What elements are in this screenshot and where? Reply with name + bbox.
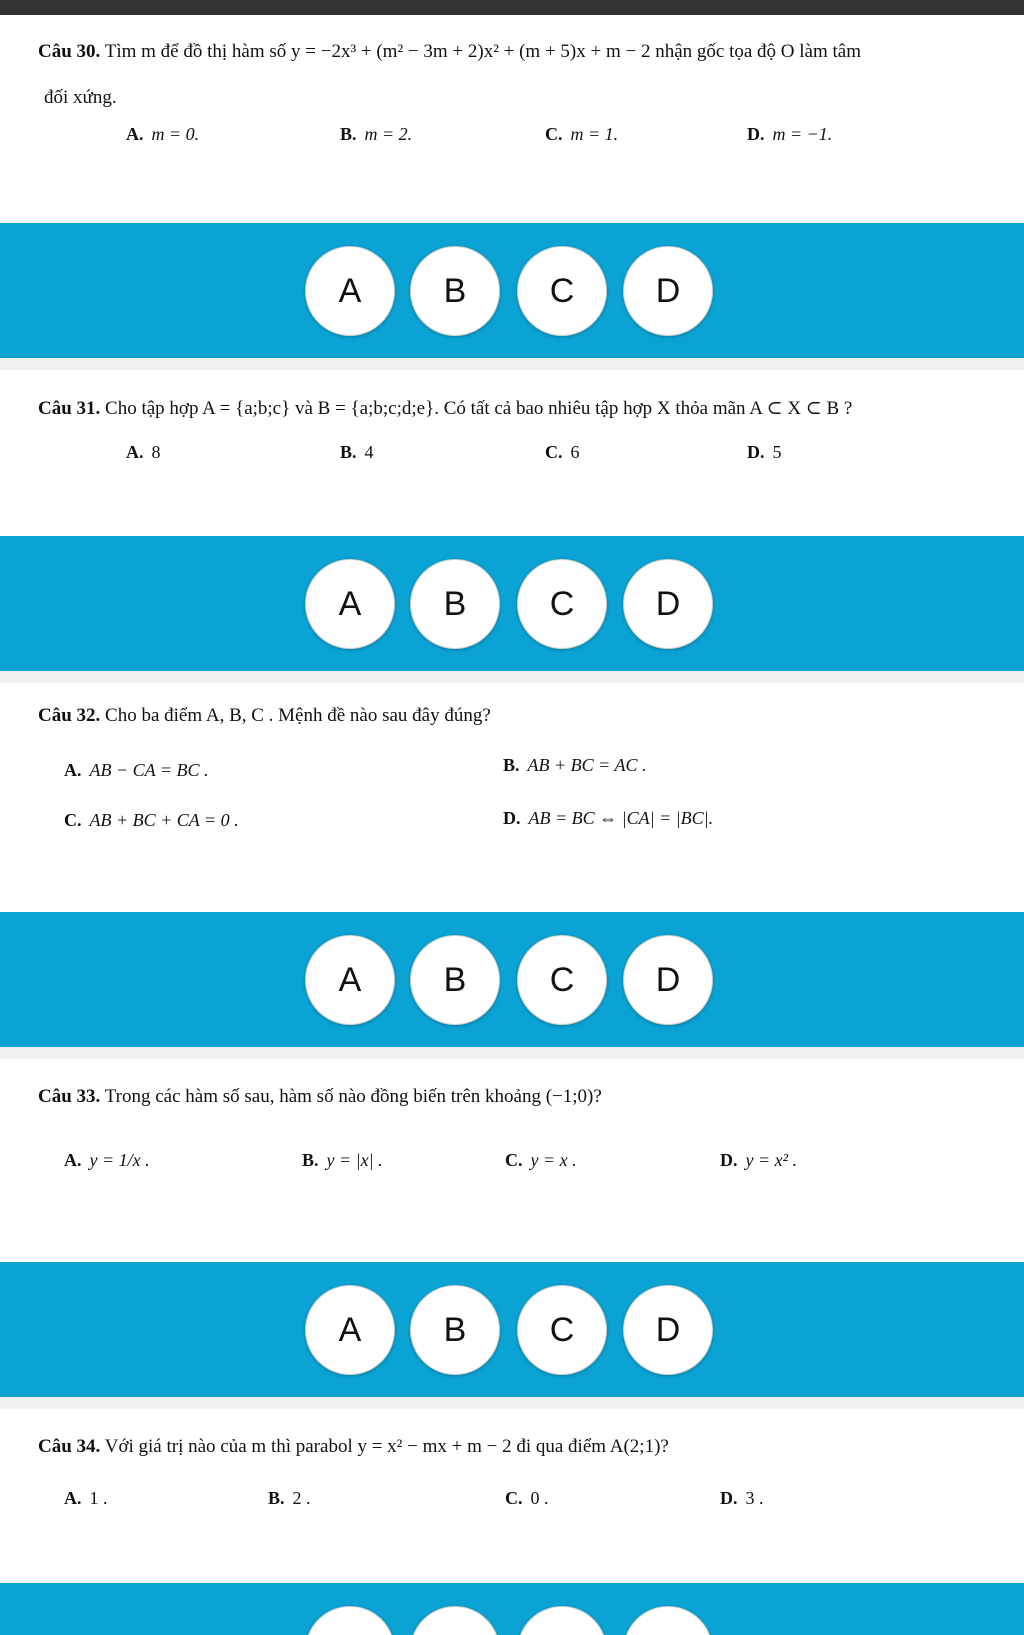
option-d: D. 3 . (720, 1488, 764, 1508)
answer-bar-32 (0, 912, 1024, 1047)
separator (0, 671, 1024, 683)
option-a: A. AB − CA = BC . (64, 760, 209, 780)
answer-bar-34 (0, 1583, 1024, 1635)
answer-bar-33 (0, 1262, 1024, 1397)
option-c: C. 6 (545, 442, 580, 462)
answer-c-button[interactable]: C (517, 1285, 607, 1375)
option-b: B. 2 . (268, 1488, 311, 1508)
option-a: A. m = 0. (126, 124, 200, 144)
answer-c-button[interactable]: C (517, 246, 607, 336)
answer-b-button[interactable]: B (410, 559, 500, 649)
option-b: B. AB + BC = AC . (503, 755, 647, 775)
answer-a-button[interactable]: A (305, 935, 395, 1025)
answer-c-button[interactable]: C (517, 935, 607, 1025)
separator (0, 358, 1024, 370)
answer-b-button[interactable]: B (410, 935, 500, 1025)
answer-b-button[interactable] (410, 1606, 500, 1635)
answer-a-button[interactable]: A (305, 559, 395, 649)
separator (0, 1047, 1024, 1059)
option-d: D. m = −1. (747, 124, 833, 144)
answer-c-button[interactable] (517, 1606, 607, 1635)
question-stem: Câu 33. Trong các hàm số sau, hàm số nào đồng biến trên khoảng (−1;0)? (38, 1086, 602, 1107)
answer-d-button[interactable]: D (623, 1285, 713, 1375)
separator (0, 1397, 1024, 1409)
option-c: C. 0 . (505, 1488, 549, 1508)
option-a: A. 1 . (64, 1488, 108, 1508)
option-d: D. y = x² . (720, 1150, 798, 1170)
answer-bar-30 (0, 223, 1024, 358)
option-c: C. y = x . (505, 1150, 577, 1170)
answer-a-button[interactable] (305, 1606, 395, 1635)
answer-d-button[interactable] (623, 1606, 713, 1635)
option-a: A. 8 (126, 442, 161, 462)
question-stem: Câu 32. Cho ba điểm A, B, C . Mệnh đề nào sau đây đúng? (38, 705, 491, 726)
option-c: C. AB + BC + CA = 0 . (64, 810, 239, 830)
answer-b-button[interactable]: B (410, 246, 500, 336)
answer-b-button[interactable]: B (410, 1285, 500, 1375)
question-stem-continued: đối xứng. (44, 87, 117, 108)
option-a: A. y = 1/x . (64, 1150, 150, 1170)
question-stem: Câu 30. Tìm m để đồ thị hàm số y = −2x³ + (m² − 3m + 2)x² + (m + 5)x + m − 2 nhận gốc tọa độ O làm tâm (38, 41, 861, 62)
answer-d-button[interactable]: D (623, 246, 713, 336)
answer-c-button[interactable]: C (517, 559, 607, 649)
answer-a-button[interactable]: A (305, 1285, 395, 1375)
answer-d-button[interactable]: D (623, 559, 713, 649)
top-status-bar (0, 0, 1024, 15)
option-c: C. m = 1. (545, 124, 619, 144)
question-stem: Câu 34. Với giá trị nào của m thì parabol y = x² − mx + m − 2 đi qua điểm A(2;1)? (38, 1436, 669, 1457)
answer-a-button[interactable]: A (305, 246, 395, 336)
answer-bar-31 (0, 536, 1024, 671)
option-d: D. 5 (747, 442, 782, 462)
question-stem: Câu 31. Cho tập hợp A = {a;b;c} và B = {a;b;c;d;e}. Có tất cả bao nhiêu tập hợp X thỏa mãn A ⊂ X ⊂ B ? (38, 398, 853, 419)
option-b: B. 4 (340, 442, 374, 462)
option-b: B. m = 2. (340, 124, 413, 144)
answer-d-button[interactable]: D (623, 935, 713, 1025)
option-d: D. AB = BC ⇔ |CA| = |BC|. (503, 808, 714, 828)
option-b: B. y = |x| . (302, 1150, 383, 1170)
